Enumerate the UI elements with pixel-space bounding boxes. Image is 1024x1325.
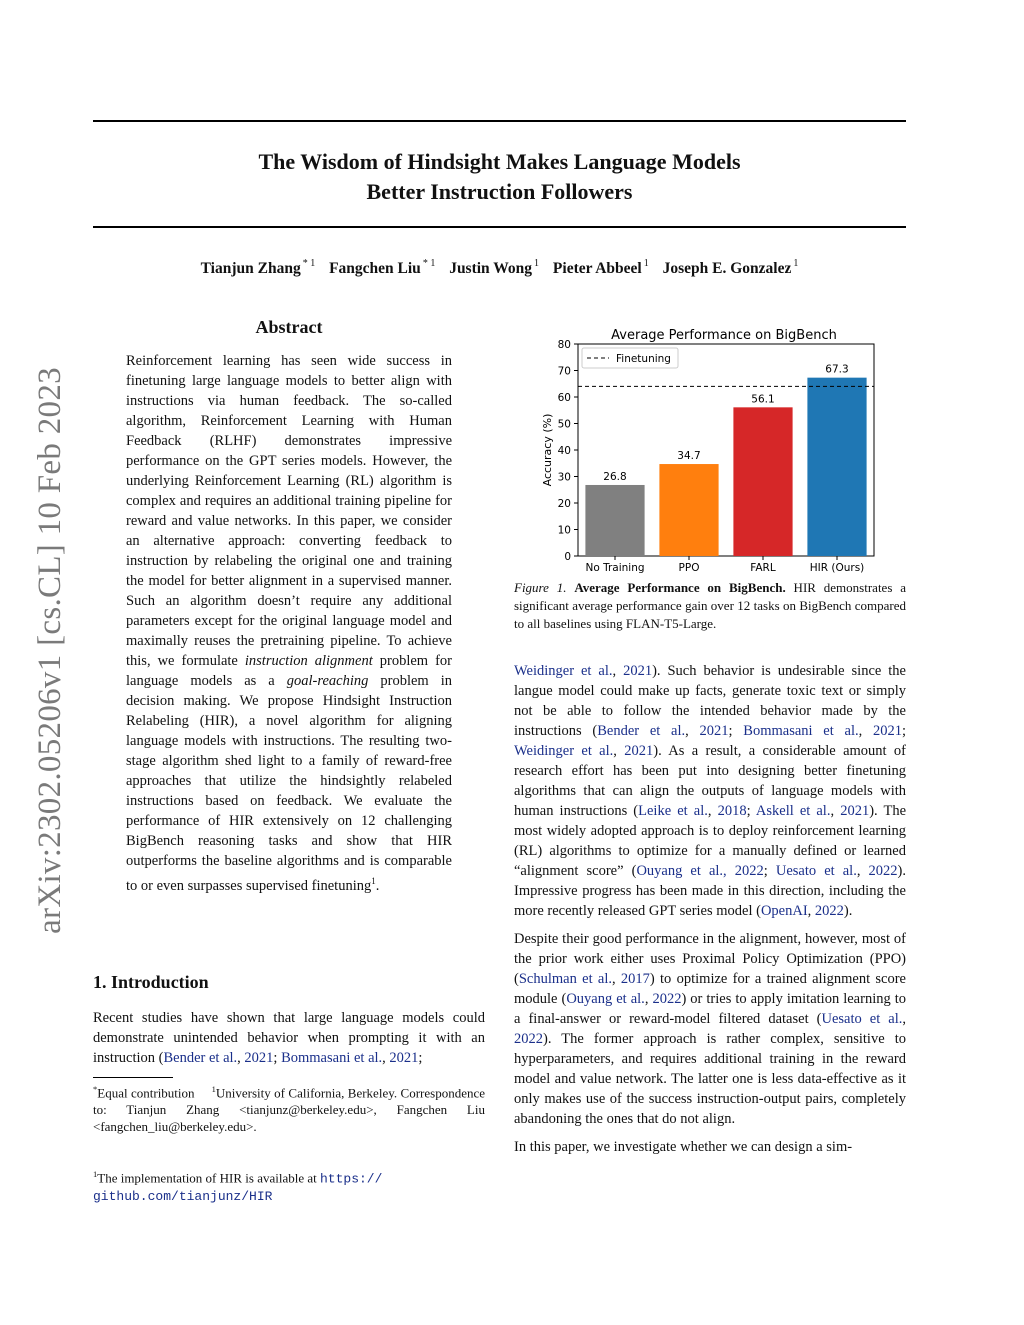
- citation-link[interactable]: OpenAI: [760, 903, 808, 919]
- legend-label-finetuning: Finetuning: [616, 353, 671, 365]
- title-top-rule: [93, 120, 906, 122]
- y-tick-label: 70: [557, 365, 571, 378]
- citation-link[interactable]: 2021: [872, 723, 902, 739]
- citation-link[interactable]: Bender et al.: [163, 1050, 238, 1066]
- paragraph: In this paper, we investigate whether we can design a sim-: [514, 1139, 853, 1155]
- introduction-body: Recent studies have shown that large language models could demonstrate unintended behavior when prompting it with an instruction (Bender et al., 2021; Bommasani et al., 2021;: [93, 1010, 485, 1066]
- citation-link[interactable]: 2017: [620, 971, 650, 987]
- citation-link[interactable]: 2018: [717, 803, 747, 819]
- implementation-footnote: $^1$The implementation of HIR is available at https:// github.com/tianjunz/HIR: [93, 1169, 383, 1205]
- bar-ppo: [659, 464, 718, 556]
- bar-hir-ours: [807, 378, 866, 556]
- y-tick-label: 80: [557, 339, 571, 351]
- author: Joseph E. Gonzalez $^1$: [662, 258, 799, 277]
- section-heading-introduction: 1. Introduction: [93, 972, 209, 992]
- affiliation-footnote: *Equal contribution $^1$University of California, Berkeley. Correspondence to: Tianjun Zhang <tianjunz@berkeley.edu>, Fangchen Liu <fangchen_liu@berkeley.edu>.: [93, 1084, 485, 1135]
- bar-value-label: 56.1: [751, 393, 775, 406]
- abstract-heading: Abstract: [255, 317, 323, 337]
- author: Tianjun Zhang $^{* 1}$: [200, 258, 316, 277]
- author: Pieter Abbeel $^1$: [552, 258, 649, 277]
- citation-link[interactable]: Leike et al.: [638, 803, 708, 819]
- citation-link[interactable]: Askell et al.: [755, 803, 831, 819]
- paragraph: Despite their good performance in the alignment, however, most of the prior work either uses Proximal Policy Optimization (PPO) (Schulman et al., 2017) to optimize for a trained alignment score module (Ouyang et al., 2022) or tries to apply imitation learning to a final-answer or reward-model filtered dataset (Uesato et al., 2022). The former approach is rather complex, sensitive to hyperparameters, and requires additional training in the reward model and value network. The latter one is less data-effective as it only makes use of the success instruction-output pairs, completely abandoning the ones that do not align.: [514, 931, 907, 1127]
- bar-no-training: [585, 485, 644, 556]
- citation-link[interactable]: 2022: [652, 991, 682, 1007]
- y-axis-label: Accuracy (%): [541, 413, 554, 487]
- y-tick-label: 50: [557, 418, 571, 431]
- y-tick-label: 10: [557, 524, 571, 537]
- citation-link[interactable]: 2021: [840, 803, 870, 819]
- citation-link[interactable]: 2022: [514, 1031, 543, 1047]
- citation-link[interactable]: 2021: [699, 723, 729, 739]
- bar-value-label: 67.3: [825, 363, 849, 376]
- author-list: [93, 260, 906, 278]
- footnote-rule: [93, 1077, 173, 1078]
- paper-title: [93, 147, 906, 207]
- citation-link[interactable]: 2021: [624, 743, 654, 759]
- code-url-link[interactable]: https://: [320, 1171, 383, 1187]
- citation-link[interactable]: Bommasani et al.: [281, 1050, 383, 1066]
- title-bottom-rule: [93, 226, 906, 228]
- author: Justin Wong $^1$: [449, 258, 540, 277]
- y-tick-label: 0: [564, 551, 571, 563]
- x-tick-label: PPO: [678, 562, 700, 574]
- y-tick-label: 60: [557, 392, 571, 404]
- citation-link[interactable]: 2021: [623, 663, 653, 679]
- bar-value-label: 34.7: [677, 450, 701, 463]
- title-line-2: Better Instruction Followers: [366, 179, 633, 204]
- citation-link[interactable]: 2021: [389, 1050, 419, 1066]
- x-tick-label: HIR (Ours): [809, 562, 865, 574]
- footnote-marker[interactable]: 1: [371, 876, 376, 886]
- citation-link[interactable]: 2022: [814, 903, 844, 919]
- author: Fangchen Liu $^{* 1}$: [329, 258, 436, 277]
- citation-link[interactable]: 2022: [868, 863, 898, 879]
- title-line-1: The Wisdom of Hindsight Makes Language Models: [258, 149, 741, 174]
- paragraph: Weidinger et al., 2021). Such behavior is undesirable since the langue model could make up facts, generate toxic text or simply not be able to follow the intended behavior made by the instructions (Bender et al., 2021; Bommasani et al., 2021; Weidinger et al., 2021). As a result, a considerable amount of research effort has been put into designing better finetuning algorithms that can align the outputs of language models with human instructions (Leike et al., 2018; Askell et al., 2021). The most widely adopted approach is to deploy reinforcement learning (RL) algorithms to optimize for a manually defined or learned “alignment score” (Ouyang et al., 2022; Uesato et al., 2022). Impressive progress has been made in this direction, including the more recently released GPT series model (OpenAI, 2022).: [514, 663, 907, 919]
- x-tick-label: No Training: [585, 562, 645, 574]
- citation-link[interactable]: Schulman et al.: [518, 971, 612, 987]
- x-tick-label: FARL: [750, 562, 776, 574]
- figure-caption: Figure 1. Average Performance on BigBench. HIR demonstrates a significant average performance gain over 12 tasks on BigBench compared to all baselines using FLAN-T5-Large.: [514, 580, 906, 631]
- citation-link[interactable]: Ouyang et al.: [566, 991, 645, 1007]
- abstract-body: Reinforcement learning has seen wide success in finetuning large language models to better align with instructions via human feedback. The so-called algorithm, Reinforcement Learning with Human Feedback (RLHF) demonstrates impressive performance on the GPT series models. However, the underlying Reinforcement Learning (RL) algorithm is complex and requires an additional training pipeline for reward and value networks. In this paper, we consider an alternative approach: converting feedback to instruction by relabeling the original one and training the model for better alignment in a supervised manner. Such an algorithm doesn’t require any additional parameters except for the original language model and maximally reuses the pretraining pipeline. To achieve this, we formulate instruction alignment problem for language models as a goal-reaching problem in decision making. We propose Hindsight Instruction Relabeling (HIR), a novel algorithm for aligning language models with instructions. The resulting two-stage algorithm shed light to a family of reward-free approaches that utilize the hindsightly relabeled instructions based on feedback. We evaluate the performance of HIR extensively on 12 challenging BigBench reasoning tasks and show that HIR outperforms the baseline algorithms and is comparable to or even surpasses supervised finetuning$^1$.: [126, 353, 452, 894]
- citation-link[interactable]: Uesato et al.: [821, 1011, 903, 1027]
- citation-link[interactable]: Bommasani et al.: [743, 723, 859, 739]
- citation-link[interactable]: Ouyang et al., 2022: [636, 863, 764, 879]
- citation-link[interactable]: Weidinger et al.: [514, 663, 613, 679]
- y-tick-label: 40: [557, 445, 571, 457]
- code-url-link[interactable]: github.com/tianjunz/HIR: [93, 1189, 273, 1205]
- arxiv-stamp: [30, 360, 70, 940]
- citation-link[interactable]: Bender et al.: [597, 723, 686, 739]
- y-tick-label: 30: [557, 471, 571, 484]
- citation-link[interactable]: 2021: [244, 1050, 274, 1066]
- right-column-body: [514, 661, 906, 1165]
- arxiv-id: arXiv:2302.05206v1 [cs.CL] 10 Feb 2023: [31, 366, 68, 934]
- performance-chart: [510, 324, 910, 580]
- y-tick-label: 20: [557, 498, 571, 510]
- bar-value-label: 26.8: [603, 470, 627, 483]
- bar-farl: [733, 407, 792, 556]
- citation-link[interactable]: Weidinger et al.: [514, 743, 614, 759]
- citation-link[interactable]: Uesato et al.: [775, 863, 857, 879]
- chart-title: Average Performance on BigBench: [611, 328, 837, 343]
